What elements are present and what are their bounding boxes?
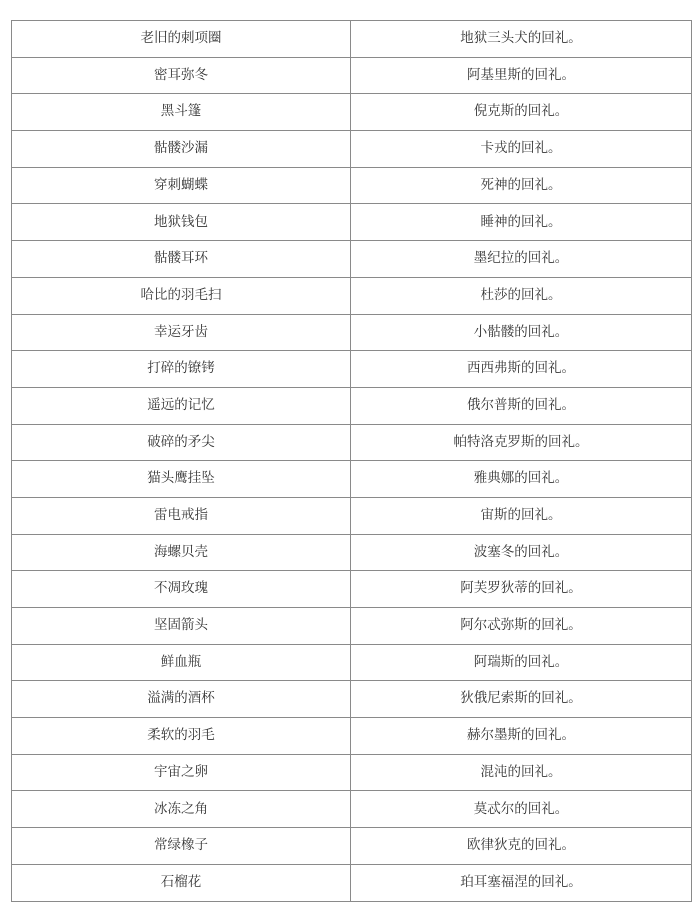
keepsake-table-body	[12, 21, 692, 902]
item-name-cell: 海螺贝壳	[12, 534, 351, 571]
item-name-cell: 骷髅沙漏	[12, 131, 351, 168]
item-name-cell: 地狱钱包	[12, 204, 351, 241]
table-row	[12, 241, 692, 278]
keepsake-table	[11, 20, 692, 902]
reward-source-cell: 混沌的回礼。	[351, 754, 692, 791]
reward-source-cell: 阿瑞斯的回礼。	[351, 644, 692, 681]
reward-source-cell: 雅典娜的回礼。	[351, 461, 692, 498]
reward-source-cell: 小骷髅的回礼。	[351, 314, 692, 351]
item-name-cell: 柔软的羽毛	[12, 718, 351, 755]
table-row	[12, 718, 692, 755]
table-row	[12, 131, 692, 168]
table-row	[12, 351, 692, 388]
keepsake-table-container	[11, 20, 691, 902]
reward-source-cell: 欧律狄克的回礼。	[351, 828, 692, 865]
reward-source-cell: 阿尔忒弥斯的回礼。	[351, 608, 692, 645]
table-row	[12, 167, 692, 204]
reward-source-cell: 俄尔普斯的回礼。	[351, 387, 692, 424]
reward-source-cell: 莫忒尔的回礼。	[351, 791, 692, 828]
reward-source-cell: 赫尔墨斯的回礼。	[351, 718, 692, 755]
item-name-cell: 常绿橡子	[12, 828, 351, 865]
item-name-cell: 黑斗篷	[12, 94, 351, 131]
table-row	[12, 571, 692, 608]
item-name-cell: 冰冻之角	[12, 791, 351, 828]
table-row	[12, 94, 692, 131]
table-row	[12, 681, 692, 718]
reward-source-cell: 睡神的回礼。	[351, 204, 692, 241]
table-row	[12, 277, 692, 314]
item-name-cell: 哈比的羽毛扫	[12, 277, 351, 314]
reward-source-cell: 西西弗斯的回礼。	[351, 351, 692, 388]
item-name-cell: 鲜血瓶	[12, 644, 351, 681]
reward-source-cell: 倪克斯的回礼。	[351, 94, 692, 131]
item-name-cell: 幸运牙齿	[12, 314, 351, 351]
table-row	[12, 754, 692, 791]
table-row	[12, 608, 692, 645]
reward-source-cell: 杜莎的回礼。	[351, 277, 692, 314]
item-name-cell: 宇宙之卵	[12, 754, 351, 791]
reward-source-cell: 阿芙罗狄蒂的回礼。	[351, 571, 692, 608]
item-name-cell: 骷髅耳环	[12, 241, 351, 278]
reward-source-cell: 地狱三头犬的回礼。	[351, 21, 692, 58]
table-row	[12, 204, 692, 241]
table-row	[12, 461, 692, 498]
table-row	[12, 828, 692, 865]
reward-source-cell: 死神的回礼。	[351, 167, 692, 204]
reward-source-cell: 阿基里斯的回礼。	[351, 57, 692, 94]
item-name-cell: 坚固箭头	[12, 608, 351, 645]
reward-source-cell: 波塞冬的回礼。	[351, 534, 692, 571]
reward-source-cell: 宙斯的回礼。	[351, 497, 692, 534]
item-name-cell: 猫头鹰挂坠	[12, 461, 351, 498]
item-name-cell: 雷电戒指	[12, 497, 351, 534]
table-row	[12, 534, 692, 571]
item-name-cell: 打碎的镣铐	[12, 351, 351, 388]
item-name-cell: 破碎的矛尖	[12, 424, 351, 461]
reward-source-cell: 帕特洛克罗斯的回礼。	[351, 424, 692, 461]
table-row	[12, 387, 692, 424]
table-row	[12, 314, 692, 351]
table-row	[12, 424, 692, 461]
reward-source-cell: 墨纪拉的回礼。	[351, 241, 692, 278]
table-row	[12, 864, 692, 901]
item-name-cell: 溢满的酒杯	[12, 681, 351, 718]
item-name-cell: 石榴花	[12, 864, 351, 901]
table-row	[12, 791, 692, 828]
table-row	[12, 497, 692, 534]
reward-source-cell: 狄俄尼索斯的回礼。	[351, 681, 692, 718]
item-name-cell: 不凋玫瑰	[12, 571, 351, 608]
item-name-cell: 老旧的刺项圈	[12, 21, 351, 58]
item-name-cell: 密耳弥冬	[12, 57, 351, 94]
table-row	[12, 21, 692, 58]
table-row	[12, 57, 692, 94]
table-row	[12, 644, 692, 681]
item-name-cell: 遥远的记忆	[12, 387, 351, 424]
item-name-cell: 穿刺蝴蝶	[12, 167, 351, 204]
reward-source-cell: 卡戎的回礼。	[351, 131, 692, 168]
reward-source-cell: 珀耳塞福涅的回礼。	[351, 864, 692, 901]
